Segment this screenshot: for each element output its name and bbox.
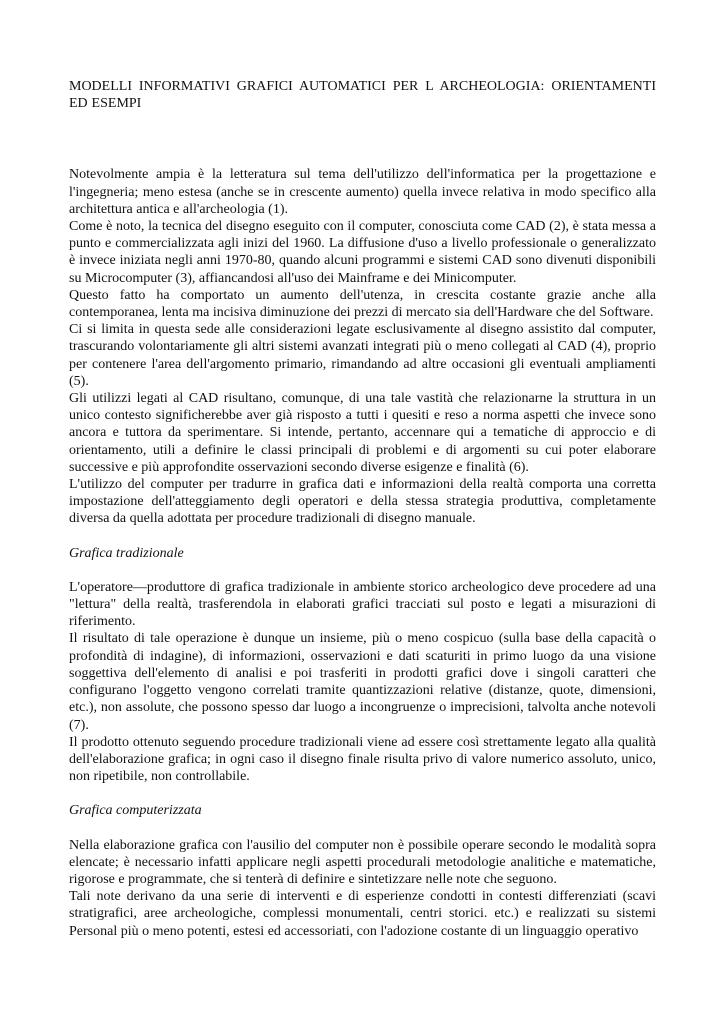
intro-paragraph-2: Come è noto, la tecnica del disegno eseguito con il computer, conosciuta come CAD (2), è stata messa a punto e commercializzata agli inizi del 1960. La diffusione d'uso a livello professionale o generalizzato è invece iniziata negli anni 1970-80, quando alcuni programmi e sistemi CAD sono divenuti disponibili su Microcomputer (3), affiancandosi all'uso dei Mainframe e dei Minicomputer. (69, 219, 656, 286)
traditional-paragraph-3: Il prodotto ottenuto seguendo procedure tradizionali viene ad essere così strettamente legato alla qualità dell'elaborazione grafica; in ogni caso il disegno finale risulta privo di valore numerico assoluto, unico, non ripetibile, non controllabile. (69, 734, 656, 785)
intro-paragraph-4: Ci si limita in questa sede alle considerazioni legate esclusivamente al disegno assistito dal computer, trascurando volontariamente gli altri sistemi avanzati integrati più o meno collegati al CAD (4), proprio per contenere l'area dell'argomento primario, rimandando ad altre occasioni gli eventuali ampliamenti (5). (69, 322, 656, 389)
traditional-paragraph-1: L'operatore—produttore di grafica tradizionale in ambiente storico archeologico deve procedere ad una "lettura" della realtà, trasferendola in elaborati grafici tracciati sul posto e legati a misurazioni di riferimento. (69, 579, 656, 630)
intro-paragraph-6: L'utilizzo del computer per tradurre in grafica dati e informazioni della realtà comporta una corretta impostazione dell'atteggiamento degli operatori e della stessa strategia produttiva, completamente diversa da quella adottata per procedure tradizionali di disegno manuale. (69, 477, 656, 527)
section-heading-computer: Grafica computerizzata (69, 803, 202, 819)
section-heading-traditional: Grafica tradizionale (69, 545, 184, 561)
computer-paragraph-2: Tali note derivano da una serie di interventi e di esperienze condotti in contesti differenziati (scavi stratigrafici, aree archeologiche, complessi monumentali, centri storici. etc.) e realizzati su sistemi Personal più o meno potenti, estesi ed accessoriati, con l'adozione costante di un linguaggio operativo (69, 889, 656, 939)
intro-paragraph-5: Gli utilizzi legati al CAD risultano, comunque, di una tale vastità che relazionarne la struttura in un unico contesto significherebbe aver già risposto a tutti i quesiti e reso a norma aspetti che invece sono ancora e tuttora da sperimentare. Si intende, pertanto, accennare qui a tematiche di approccio e di orientamento, utili a definire le classi principali di problemi e di argomenti su cui poter elaborare successive e più approfondite osservazioni secondo diverse esigenze e finalità (6). (69, 391, 656, 475)
document-title: MODELLI INFORMATIVI GRAFICI AUTOMATICI PER L ARCHEOLOGIA: ORIENTAMENTI ED ESEMPI (69, 79, 656, 112)
intro-paragraph-1: Notevolmente ampia è la letteratura sul tema dell'utilizzo dell'informatica per la progettazione e l'ingegneria; meno estesa (anche se in crescente aumento) quella invece relativa in modo specifico alla architettura antica e all'archeologia (1). (69, 167, 656, 217)
computer-paragraph-1: Nella elaborazione grafica con l'ausilio del computer non è possibile operare secondo le modalità sopra elencate; è necessario infatti applicare negli aspetti procedurali metodologie analitiche e matematiche, rigorose e programmate, che si tenterà di definire e sintetizzare nelle note che seguono. (69, 837, 656, 887)
traditional-paragraph-2: Il risultato di tale operazione è dunque un insieme, più o meno cospicuo (sulla base della capacità o profondità di indagine), di informazioni, osservazioni e dati scaturiti in primo luogo da una visione soggettiva dell'elemento di analisi e poi trasferiti in prodotti grafici dove i singoli caratteri che configurano l'oggetto vengono correlati tramite quantizzazioni relative (distanze, quote, dimensioni, etc.), non assolute, che possono spesso dar luogo a incongruenze o imprecisioni, talvolta anche notevoli (7). (69, 631, 656, 733)
document-page (69, 78, 656, 940)
intro-paragraph-3: Questo fatto ha comportato un aumento dell'utenza, in crescita costante grazie anche alla contemporanea, lenta ma incisiva diminuzione dei prezzi di mercato sia dell'Hardware che del Software. (69, 287, 656, 321)
